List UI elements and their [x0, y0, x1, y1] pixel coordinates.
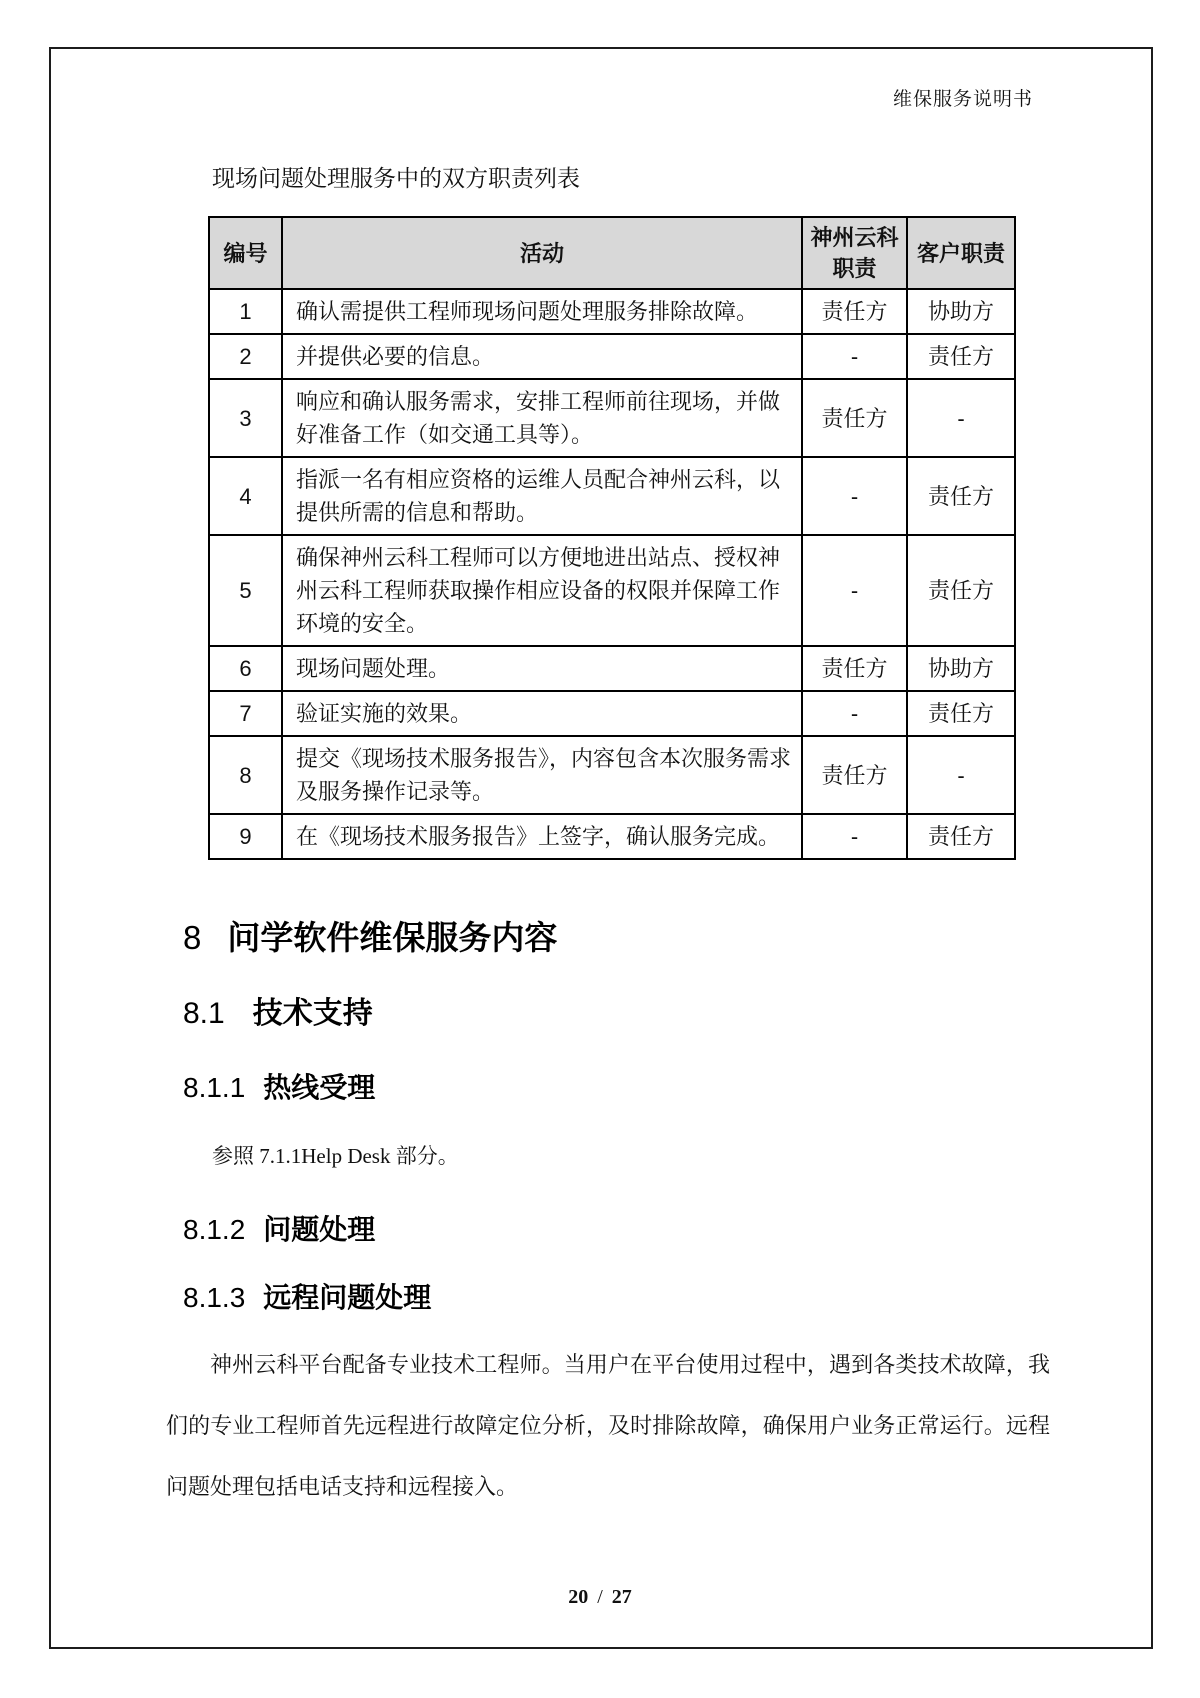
cell-vendor: 责任方 — [802, 379, 907, 457]
heading-title: 问学软件维保服务内容 — [227, 919, 558, 956]
cell-activity: 在《现场技术服务报告》上签字，确认服务完成。 — [282, 814, 802, 859]
heading-title: 远程问题处理 — [263, 1282, 432, 1313]
table-row — [209, 646, 1015, 691]
cell-activity: 提交《现场技术服务报告》，内容包含本次服务需求及服务操作记录等。 — [282, 736, 802, 814]
cell-vendor: 责任方 — [802, 736, 907, 814]
heading-title: 技术支持 — [252, 997, 373, 1030]
table-body — [209, 289, 1015, 859]
table-row — [209, 814, 1015, 859]
cell-customer: 责任方 — [907, 457, 1015, 535]
table-row — [209, 691, 1015, 736]
cell-activity: 确保神州云科工程师可以方便地进出站点、授权神州云科工程师获取操作相应设备的权限并保障工作环境的安全。 — [282, 535, 802, 646]
cell-vendor: 责任方 — [802, 289, 907, 334]
cell-vendor: 责任方 — [802, 646, 907, 691]
cell-no: 1 — [209, 289, 282, 334]
cell-vendor: - — [802, 334, 907, 379]
refer-help-desk-text: 参照 7.1.1Help Desk 部分。 — [212, 1144, 459, 1168]
table-row — [209, 289, 1015, 334]
footer-separator: / — [597, 1586, 603, 1608]
cell-no: 2 — [209, 334, 282, 379]
cell-no: 7 — [209, 691, 282, 736]
document-header-title: 维保服务说明书 — [893, 89, 1034, 110]
heading-number: 8.1.3 — [183, 1282, 246, 1313]
heading-number: 8 — [183, 919, 202, 956]
header-cell-vendor: 神州云科职责 — [802, 217, 907, 289]
remote-handling-paragraph: 神州云科平台配备专业技术工程师。当用户在平台使用过程中，遇到各类技术故障，我们的专业工程师首先远程进行故障定位分析，及时排除故障，确保用户业务正常运行。远程问题处理包括电话支持和远程接入。 — [166, 1352, 1050, 1499]
section-heading-8 — [183, 912, 557, 959]
header-cell-no: 编号 — [209, 217, 282, 289]
cell-no: 3 — [209, 379, 282, 457]
footer-total-pages: 27 — [611, 1586, 632, 1608]
cell-customer: 协助方 — [907, 289, 1015, 334]
cell-no: 4 — [209, 457, 282, 535]
cell-customer: 责任方 — [907, 814, 1015, 859]
table-row — [209, 457, 1015, 535]
table-row — [209, 379, 1015, 457]
cell-no: 5 — [209, 535, 282, 646]
cell-activity: 现场问题处理。 — [282, 646, 802, 691]
section-heading-8-1-1 — [183, 1066, 375, 1106]
heading-number: 8.1.2 — [183, 1214, 246, 1245]
cell-vendor: - — [802, 535, 907, 646]
cell-no: 6 — [209, 646, 282, 691]
section-heading-8-1-3 — [183, 1276, 431, 1316]
cell-vendor: - — [802, 691, 907, 736]
section-heading-8-1 — [183, 988, 373, 1032]
header-cell-customer: 客户职责 — [907, 217, 1015, 289]
cell-activity: 指派一名有相应资格的运维人员配合神州云科，以提供所需的信息和帮助。 — [282, 457, 802, 535]
header-cell-activity: 活动 — [282, 217, 802, 289]
heading-title: 问题处理 — [263, 1214, 376, 1245]
heading-number: 8.1 — [183, 997, 225, 1030]
page-footer — [0, 1586, 1200, 1609]
footer-current-page: 20 — [568, 1586, 589, 1608]
cell-activity: 响应和确认服务需求，安排工程师前往现场，并做好准备工作（如交通工具等）。 — [282, 379, 802, 457]
cell-activity: 并提供必要的信息。 — [282, 334, 802, 379]
responsibility-table — [208, 216, 1016, 860]
table-row — [209, 535, 1015, 646]
cell-customer: - — [907, 736, 1015, 814]
cell-customer: 责任方 — [907, 334, 1015, 379]
cell-customer: 责任方 — [907, 691, 1015, 736]
cell-activity: 确认需提供工程师现场问题处理服务排除故障。 — [282, 289, 802, 334]
cell-vendor: - — [802, 814, 907, 859]
heading-number: 8.1.1 — [183, 1072, 246, 1103]
table-header-row — [209, 217, 1015, 289]
heading-title: 热线受理 — [263, 1072, 376, 1103]
cell-customer: - — [907, 379, 1015, 457]
cell-vendor: - — [802, 457, 907, 535]
section-heading-8-1-2 — [183, 1208, 375, 1248]
cell-no: 9 — [209, 814, 282, 859]
table-caption: 现场问题处理服务中的双方职责列表 — [212, 165, 580, 191]
cell-activity: 验证实施的效果。 — [282, 691, 802, 736]
cell-customer: 协助方 — [907, 646, 1015, 691]
table-row — [209, 334, 1015, 379]
table-row — [209, 736, 1015, 814]
cell-customer: 责任方 — [907, 535, 1015, 646]
cell-no: 8 — [209, 736, 282, 814]
